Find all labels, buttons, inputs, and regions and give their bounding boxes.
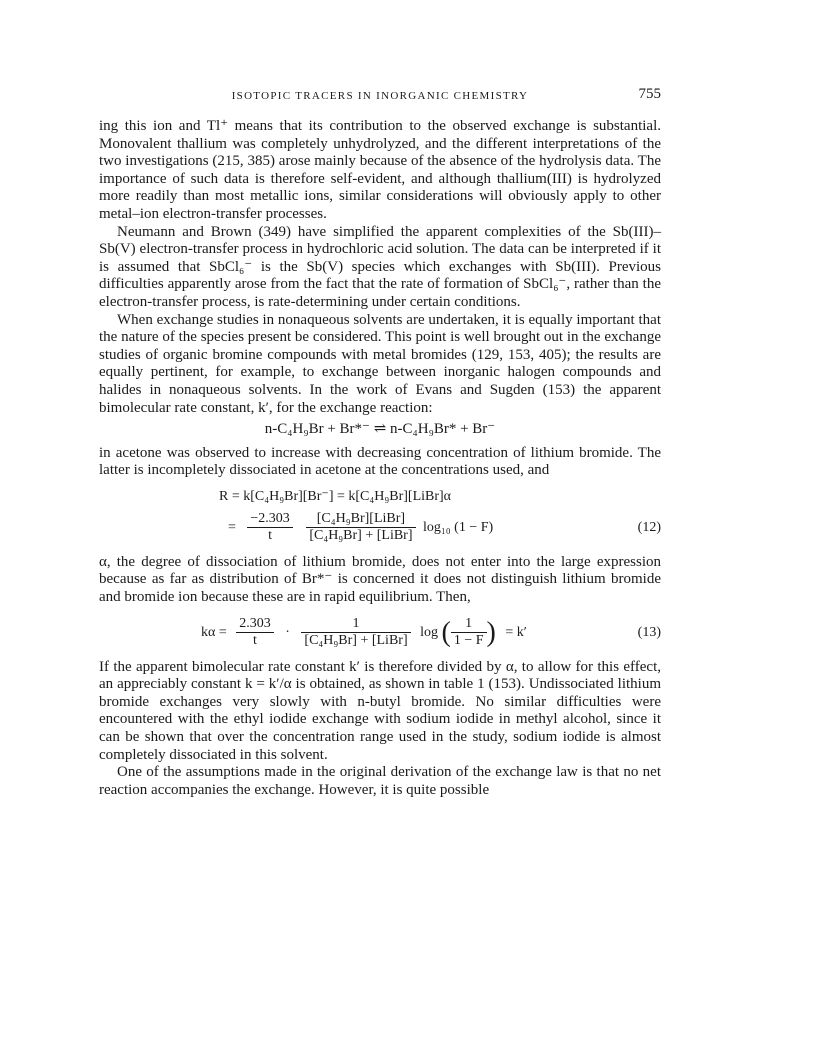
equation-13-number: (13) — [637, 624, 661, 640]
eq13-lhs: kα = — [201, 624, 227, 640]
paragraph-2: Neumann and Brown (349) have simplified the apparent complexities of the Sb(III)–Sb(V) electron-transfer process in hydrochloric acid solution. The data can be interpreted if it is assumed that SbCl₆⁻ is the Sb(V) species which exchanges with Sb(III). Previous difficulties apparently arose from the fact that the rate of formation of SbCl₆⁻, rather than the electron-transfer process, is rate-determining under certain conditions. — [99, 223, 661, 310]
paragraph-3: When exchange studies in nonaqueous solvents are undertaken, it is equally important that the nature of the species present be considered. This point is well brought out in the exchange studies of organic bromine compounds with metal bromides (129, 153, 405); the results are equally pertinent, for example, to exchange between inorganic halogen compounds and halides in nonaqueous solvents. In the work of Evans and Sugden (153) the apparent bimolecular rate constant, k′, for the exchange reaction: — [99, 311, 661, 416]
paragraph-4: in acetone was observed to increase with decreasing concentration of lithium bromide. The latter is incompletely dissociated in acetone at the concentrations used, and — [99, 444, 661, 479]
eq12-equals: = — [228, 519, 236, 535]
reaction-equation: n-C₄H₉Br + Br*⁻ ⇌ n-C₄H₉Br* + Br⁻ — [264, 421, 496, 438]
paragraph-7: One of the assumptions made in the original derivation of the exchange law is that no net reaction accompanies the exchange. However, it is quite possible — [99, 764, 661, 798]
body-text — [99, 118, 661, 799]
eq13-fraction: $\frac{1}{\text{[C₄H₉Br] + [LiBr]}}$ — [301, 616, 410, 649]
running-header — [99, 86, 661, 110]
equation-13: kα = $\frac{2.303}{t}$ · $\frac{1}{\text{[C₄H₉Br] + [LiBr]}}$ log ( $\frac{1}{1 - F}$ ) = k′ (13) — [99, 611, 661, 655]
equation-12-line-2 — [99, 508, 661, 548]
eq13-inner-fraction: $\frac{1}{1 - F}$ — [451, 616, 487, 649]
running-title: ISOTOPIC TRACERS IN INORGANIC CHEMISTRY — [231, 90, 529, 102]
eq12-coefficient: $\frac{-2.303}{t}$ — [247, 511, 292, 544]
equation-12-number: (12) — [637, 519, 661, 535]
paragraph-1: ing this ion and Tl⁺ means that its contribution to the observed exchange is substantial. Monovalent thallium was completely unhydrolyzed, and the different interpretations of the two investigations (215, 385) arose mainly because of the absence of the hydrolysis data. The importance of such data is therefore self-evident, and although thallium(III) is hydrolyzed more readily than most metallic ions, similar considerations will obviously apply to other metal–ion electron-transfer processes. — [99, 118, 661, 222]
equation-12-line-1: R = k[C₄H₉Br][Br⁻] = k[C₄H₉Br][LiBr]α — [219, 488, 452, 504]
page-number: 755 — [638, 86, 661, 102]
paragraph-5: α, the degree of dissociation of lithium bromide, does not enter into the large expression because as far as distribution of Br*⁻ is concerned it does not distinguish lithium bromide and bromide ion because these are in rapid equilibrium. Then, — [99, 553, 661, 606]
paragraph-6: If the apparent bimolecular rate constant k′ is therefore divided by α, to allow for this effect, an appreciably constant k = k′/α is obtained, as shown in table 1 (153). Undissociated lithium bromide exchanges very slowly with n-butyl bromide. No similar difficulties were encountered with the ethyl iodide exchange with sodium iodide in methyl alcohol, since it can be shown that over the concentration range used in the study, sodium iodide is almost completely dissociated in this solvent. — [99, 658, 661, 763]
eq13-rhs: = k′ — [505, 624, 527, 640]
eq12-fraction: $\frac{\text{[C₄H₉Br][LiBr]}}{\text{[C₄H₉Br] + [LiBr]}}$ — [306, 511, 415, 544]
page — [99, 86, 661, 799]
eq12-log-term: log₁₀ (1 − F) — [423, 519, 494, 535]
eq13-coefficient: $\frac{2.303}{t}$ — [236, 616, 274, 649]
